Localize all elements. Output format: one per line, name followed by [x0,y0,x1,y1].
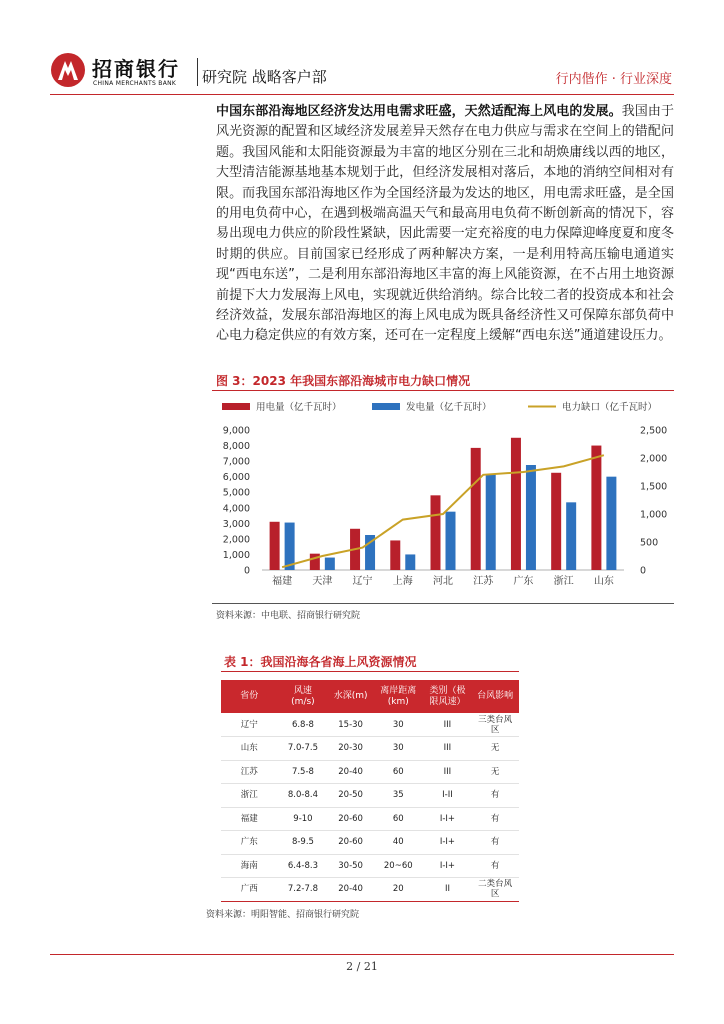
table-cell: 海南 [221,854,278,878]
bar-generation [526,465,536,570]
table-cell: 20 [373,878,424,902]
legend-label: 用电量（亿千瓦时） [256,402,342,413]
table-cell: 福建 [221,807,278,831]
bar-generation [486,474,496,570]
left-axis-tick-label: 1,000 [222,549,250,561]
table-cell: III [424,737,472,761]
header-department: 研究院 战略客户部 [202,68,327,86]
right-axis-tick-label: 2,000 [640,453,668,465]
category-label: 辽宁 [352,576,373,587]
legend-swatch [222,403,250,410]
right-axis-tick-label: 2,500 [640,425,668,437]
table-cell: 浙江 [221,784,278,808]
table-cell: 8-9.5 [278,831,329,855]
left-axis-tick-label: 5,000 [222,487,250,499]
table-cell: 有 [471,807,519,831]
table-cell: 二类台风 区 [471,878,519,902]
table-cell: III [424,713,472,737]
left-axis-tick-label: 2,000 [222,534,250,546]
power-gap-chart [212,394,674,604]
legend-label: 发电量（亿千瓦时） [406,402,492,413]
table-cell: 广西 [221,878,278,902]
table-cell: 20-30 [328,737,373,761]
category-label: 福建 [272,576,293,587]
table-cell: 三类台风 区 [471,713,519,737]
table-cell: 30 [373,737,424,761]
bar-generation [566,502,576,570]
table-row [221,760,519,784]
right-axis-tick-label: 0 [640,565,647,577]
table-cell: 20-60 [328,807,373,831]
category-label: 江苏 [473,576,494,587]
table-cell: 有 [471,831,519,855]
table-cell: 20~60 [373,854,424,878]
bar-consumption [591,446,601,570]
bar-generation [285,523,295,570]
table-row [221,737,519,761]
table-body [221,713,519,901]
left-axis-tick-label: 8,000 [222,441,250,453]
wind-resource-table [221,680,519,902]
table-header-cell: 离岸距离 (km) [373,680,424,713]
table-cell: 无 [471,737,519,761]
table-cell: 15-30 [328,713,373,737]
table-cell: 6.4-8.3 [278,854,329,878]
left-axis-tick-label: 9,000 [222,425,250,437]
table-row [221,807,519,831]
body-paragraph [216,102,674,347]
header-separator [197,58,198,86]
bar-consumption [431,495,441,570]
bar-generation [446,512,456,570]
table-cell: II [424,878,472,902]
bar-consumption [270,522,280,570]
table-cell: 7.0-7.5 [278,737,329,761]
table-source: 资料来源：明阳智能、招商银行研究院 [206,910,360,920]
table-row [221,784,519,808]
bar-consumption [471,448,481,570]
paragraph-lead: 中国东部沿海地区经济发达用电需求旺盛，天然适配海上风电的发展。 [216,104,622,119]
table-cell: 35 [373,784,424,808]
table-row [221,878,519,902]
table-cell: 40 [373,831,424,855]
table-cell: 广东 [221,831,278,855]
category-label: 浙江 [553,576,574,587]
bank-logo-english: CHINA MERCHANTS BANK [93,80,177,87]
legend-label: 电力缺口（亿千瓦时） [562,402,658,413]
header-report-type: 行内偕作 · 行业深度 [555,72,672,87]
table-cell: 20-40 [328,878,373,902]
table-cell: I-I+ [424,854,472,878]
table-header-cell: 省份 [221,680,278,713]
table-cell: 60 [373,807,424,831]
table-cell: 7.5-8 [278,760,329,784]
category-label: 山东 [593,576,614,587]
table-cell: 60 [373,760,424,784]
right-axis-tick-label: 1,000 [640,509,668,521]
footer-rule [50,954,674,955]
right-axis-tick-label: 1,500 [640,481,668,493]
table-cell: 江苏 [221,760,278,784]
table-cell: 6.8-8 [278,713,329,737]
table-header-cell: 类别（极 限风速） [424,680,472,713]
table-row [221,854,519,878]
left-axis-tick-label: 6,000 [222,472,250,484]
table-cell: 有 [471,854,519,878]
bar-consumption [511,438,521,570]
table-cell: III [424,760,472,784]
left-axis-tick-label: 0 [243,565,250,577]
table-cell: 有 [471,784,519,808]
category-label: 天津 [312,576,333,587]
figure-source: 资料来源：中电联、招商银行研究院 [216,611,361,621]
category-label: 河北 [433,576,453,587]
table-cell: 9-10 [278,807,329,831]
table-cell: 20-40 [328,760,373,784]
header-rule [50,94,674,95]
bar-consumption [390,540,400,570]
table-cell: 7.2-7.8 [278,878,329,902]
table-cell: 8.0-8.4 [278,784,329,808]
table-cell: 辽宁 [221,713,278,737]
table-cell: I-I+ [424,831,472,855]
table-cell: I-II [424,784,472,808]
table-cell: 30 [373,713,424,737]
bar-consumption [551,473,561,570]
right-axis-tick-label: 500 [640,537,659,549]
bank-logo-icon [50,52,86,88]
bar-generation [405,554,415,570]
page-number: 2 / 21 [346,960,378,973]
category-label: 上海 [392,576,413,587]
table-row [221,831,519,855]
table-header-row [221,680,519,713]
paragraph-text: 我国由于风光资源的配置和区域经济发展差异天然存在电力供应与需求在空间上的错配问题。我国风能和太阳能资源最为丰富的地区分别在三北和胡焕庸线以西的地区，大型清洁能源基地基本规划于此，但经济发展相对落后，本地的消纳空间相对有限。而我国东部沿海地区作为全国经济最为发达的地区，用电需求旺盛，是全国的用电负荷中心，在遇到极端高温天气和最高用电负荷不断创新高的情况下，容易出现电力供应的阶段性紧缺，因此需要一定充裕度的电力保障迎峰度夏和度冬时期的供应。目前国家已经形成了两种解决方案，一是利用特高压输电通道实现“西电东送”，二是利用东部沿海地区丰富的海上风能资源，在不占用土地资源前提下大力发展海上风电，实现就近供给消纳。综合比较二者的投资成本和社会经济效益，发展东部沿海地区的海上风电成为既具备经济性又可保障东部负荷中心电力稳定供应的有效方案，还可在一定程度上缓解“西电东送”通道建设压力。 [216,104,674,344]
figure-title: 图 3：2023 年我国东部沿海城市电力缺口情况 [216,374,471,388]
left-axis-tick-label: 4,000 [222,503,250,515]
table-title: 表 1：我国沿海各省海上风资源情况 [224,655,417,669]
table-header-cell: 台风影响 [471,680,519,713]
left-axis-tick-label: 7,000 [222,456,250,468]
table-cell: 20-50 [328,784,373,808]
category-label: 广东 [513,576,534,587]
table-cell: 山东 [221,737,278,761]
table-cell: 30-50 [328,854,373,878]
bar-generation [606,477,616,570]
table-header-cell: 风速 (m/s) [278,680,329,713]
bar-generation [325,558,335,570]
figure-bottom-rule [212,603,674,604]
legend-swatch [372,403,400,410]
table-cell: 无 [471,760,519,784]
table-row [221,713,519,737]
table-cell: 20-60 [328,831,373,855]
table-title-rule [221,671,519,672]
bank-logo-text: 招商银行 [92,57,180,81]
figure-top-rule [212,390,674,391]
table-cell: I-I+ [424,807,472,831]
table-header-cell: 水深(m) [328,680,373,713]
left-axis-tick-label: 3,000 [222,518,250,530]
